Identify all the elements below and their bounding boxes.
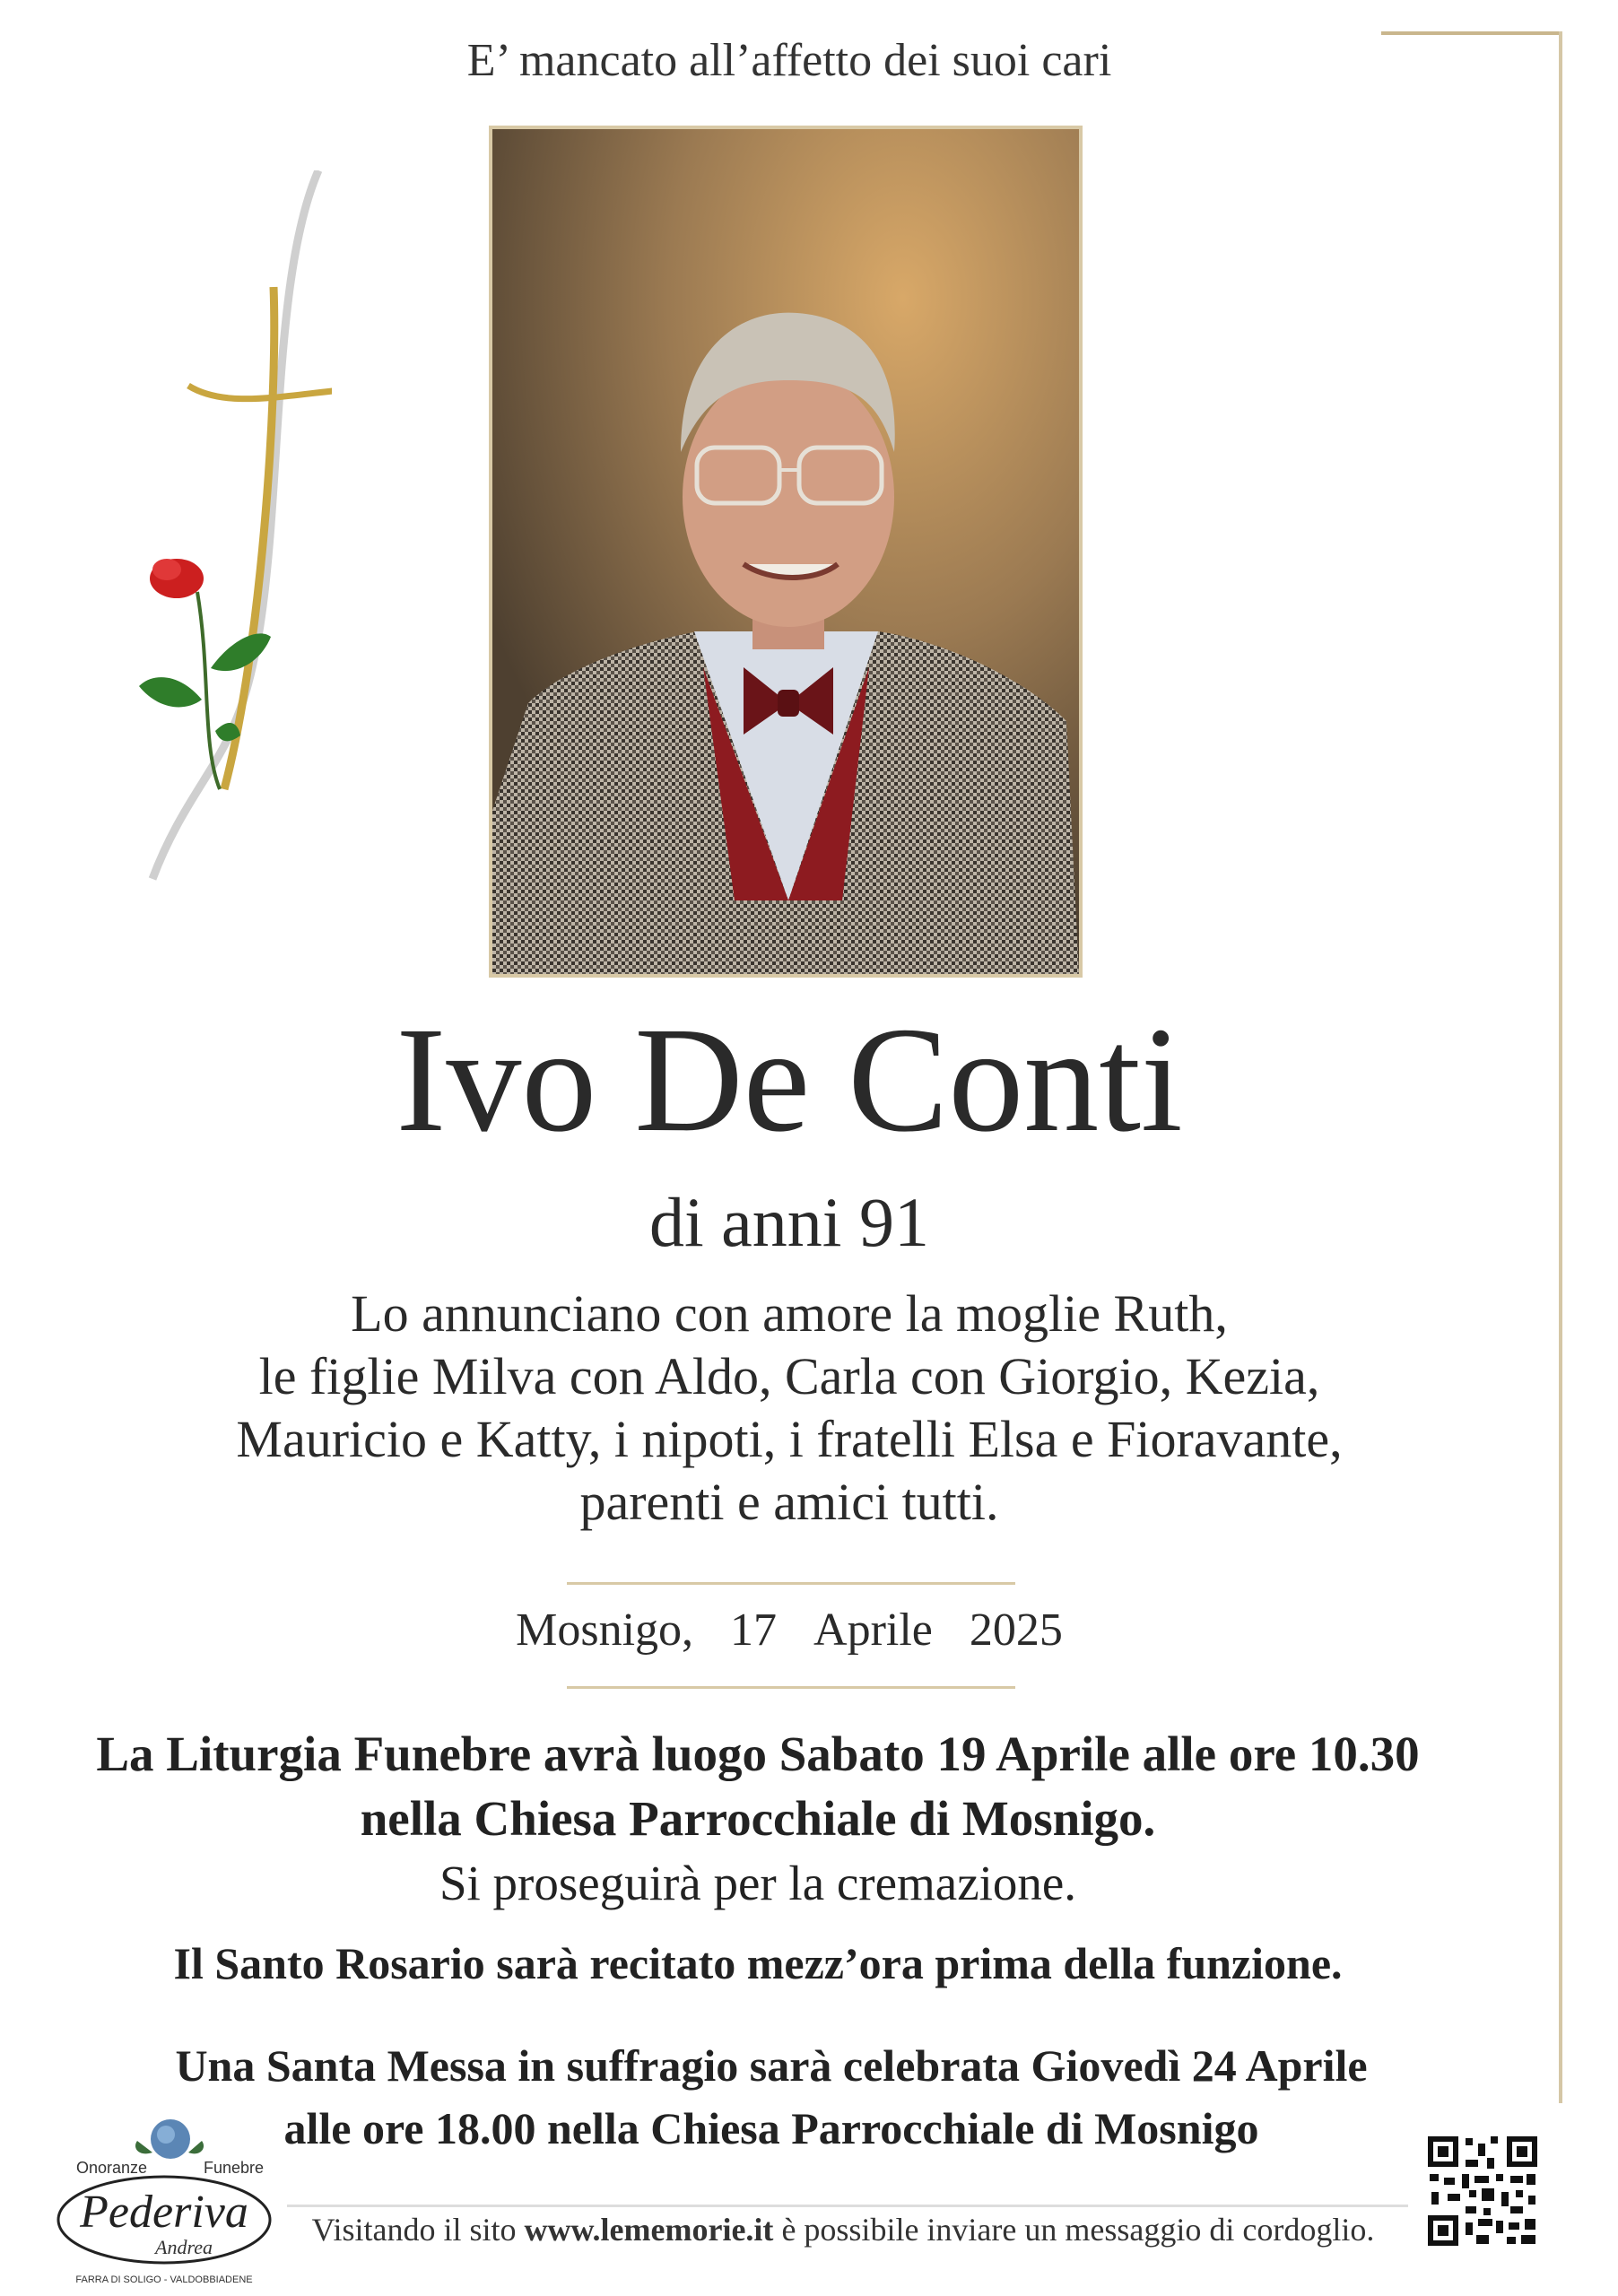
announcement-line: parenti e amici tutti. — [579, 1473, 999, 1531]
footer-divider — [287, 2205, 1408, 2207]
announcement-line: Mauricio e Katty, i nipoti, i fratelli Elsa e Fioravante, — [236, 1410, 1343, 1468]
website-link[interactable]: www.lememorie.it — [524, 2212, 774, 2248]
date-day: 17 — [730, 1605, 778, 1656]
rosary-info: Il Santo Rosario sarà recitato mezz’ora prima della funzione. — [173, 1938, 1343, 1988]
divider-top — [567, 1582, 1015, 1585]
rose-icon — [135, 2119, 204, 2159]
funeral-line-2: nella Chiesa Parrocchiale di Mosnigo. — [360, 1791, 1156, 1846]
date-year: 2025 — [969, 1605, 1063, 1656]
deceased-name: Ivo De Conti — [396, 996, 1183, 1163]
funeral-info — [0, 1722, 1516, 1916]
date-month: Aprile — [813, 1605, 933, 1656]
place: Mosnigo, — [516, 1605, 694, 1656]
mass-line-1: Una Santa Messa in suffragio sarà celebrata Giovedì 24 Aprile — [175, 2040, 1368, 2091]
footer-suffix: è possibile inviare un messaggio di cordoglio. — [781, 2212, 1375, 2248]
footer-prefix: Visitando il sito — [311, 2212, 517, 2248]
cross-with-rose-icon — [126, 170, 332, 888]
qr-code-icon[interactable] — [1424, 2133, 1541, 2249]
funeral-home-logo — [49, 2112, 283, 2287]
place-date — [0, 1604, 1579, 1657]
logo-top-left: Onoranze — [76, 2159, 148, 2177]
divider-bottom — [567, 1686, 1015, 1689]
mass-line-2: alle ore 18.00 nella Chiesa Parrocchiale di Mosnigo — [283, 2103, 1259, 2153]
logo-top-right: Funebre — [204, 2159, 265, 2177]
funeral-line-3: Si proseguirà per la cremazione. — [439, 1856, 1077, 1910]
announcement-line: Lo annunciano con amore la moglie Ruth, — [351, 1284, 1228, 1343]
funeral-line-1: La Liturgia Funebre avrà luogo Sabato 19 Aprile alle ore 10.30 — [96, 1726, 1420, 1781]
logo-location: FARRA DI SOLIGO - VALDOBBIADENE — [75, 2274, 253, 2285]
footer-text — [296, 2211, 1390, 2248]
announcement-line: le figlie Milva con Aldo, Carla con Giorgio, Kezia, — [258, 1347, 1320, 1405]
portrait-photo — [489, 126, 1083, 978]
intro-text: E’ mancato all’affetto dei suoi cari — [466, 35, 1112, 86]
logo-name: Pederiva — [80, 2187, 248, 2238]
logo-first-name: Andrea — [155, 2236, 213, 2258]
announcement-text — [0, 1283, 1579, 1534]
deceased-age: di anni 91 — [649, 1183, 929, 1261]
